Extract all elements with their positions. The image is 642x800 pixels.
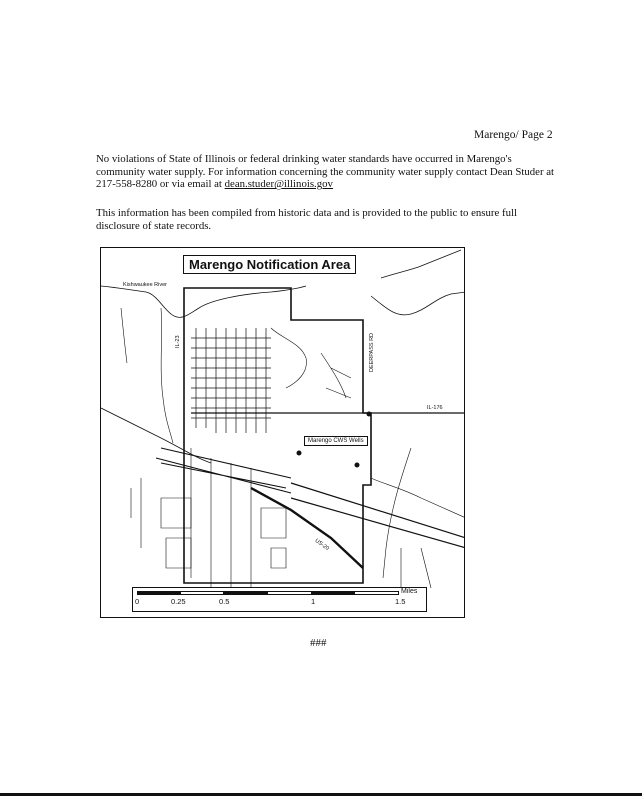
bottom-rule xyxy=(0,793,642,796)
wells-label: Marengo CWS Wells xyxy=(304,436,368,446)
river-label: Kishwaukee River xyxy=(123,282,168,288)
well-marker-north xyxy=(367,412,372,417)
well-marker-east xyxy=(355,463,360,468)
scale-seg-2 xyxy=(180,591,225,595)
scale-tick-1: 1 xyxy=(311,597,316,606)
contact-email-link[interactable]: dean.studer@illinois.gov xyxy=(224,178,333,191)
scale-tick-025: 0.25 xyxy=(171,597,186,606)
us20-label: US-20 xyxy=(313,538,330,552)
violations-paragraph xyxy=(96,153,556,191)
scale-bar-segments xyxy=(137,591,399,595)
map-graphic xyxy=(101,248,465,618)
map-title: Marengo Notification Area xyxy=(183,255,356,274)
violations-text: No violations of State of Illinois or federal drinking water standards have occurred in Marengo's community water supply. For information concerning the community water supply contact Dean Studer at 217-558-8280 or via email at xyxy=(96,153,555,191)
scale-unit: Miles xyxy=(401,588,418,595)
scale-tick-15: 1.5 xyxy=(395,597,406,606)
scale-seg-4 xyxy=(267,591,312,595)
deerpass-road-label: DEERPASS RD xyxy=(369,332,375,372)
end-mark: ### xyxy=(310,637,327,649)
scale-seg-5 xyxy=(312,591,355,595)
scale-seg-3 xyxy=(224,591,267,595)
page-header: Marengo/ Page 2 xyxy=(474,129,553,141)
il176-label: IL-176 xyxy=(427,405,443,411)
scale-seg-6 xyxy=(354,591,399,595)
scale-tick-0: 0 xyxy=(135,597,140,606)
il23-label: IL-23 xyxy=(175,335,181,348)
scale-seg-1 xyxy=(137,591,180,595)
well-marker-south xyxy=(297,451,302,456)
scale-bar xyxy=(132,587,427,612)
disclosure-paragraph: This information has been compiled from historic data and is provided to the public to ensure full disclosure of state records. xyxy=(96,207,517,232)
scale-tick-05: 0.5 xyxy=(219,597,230,606)
notification-area-map xyxy=(100,247,465,618)
